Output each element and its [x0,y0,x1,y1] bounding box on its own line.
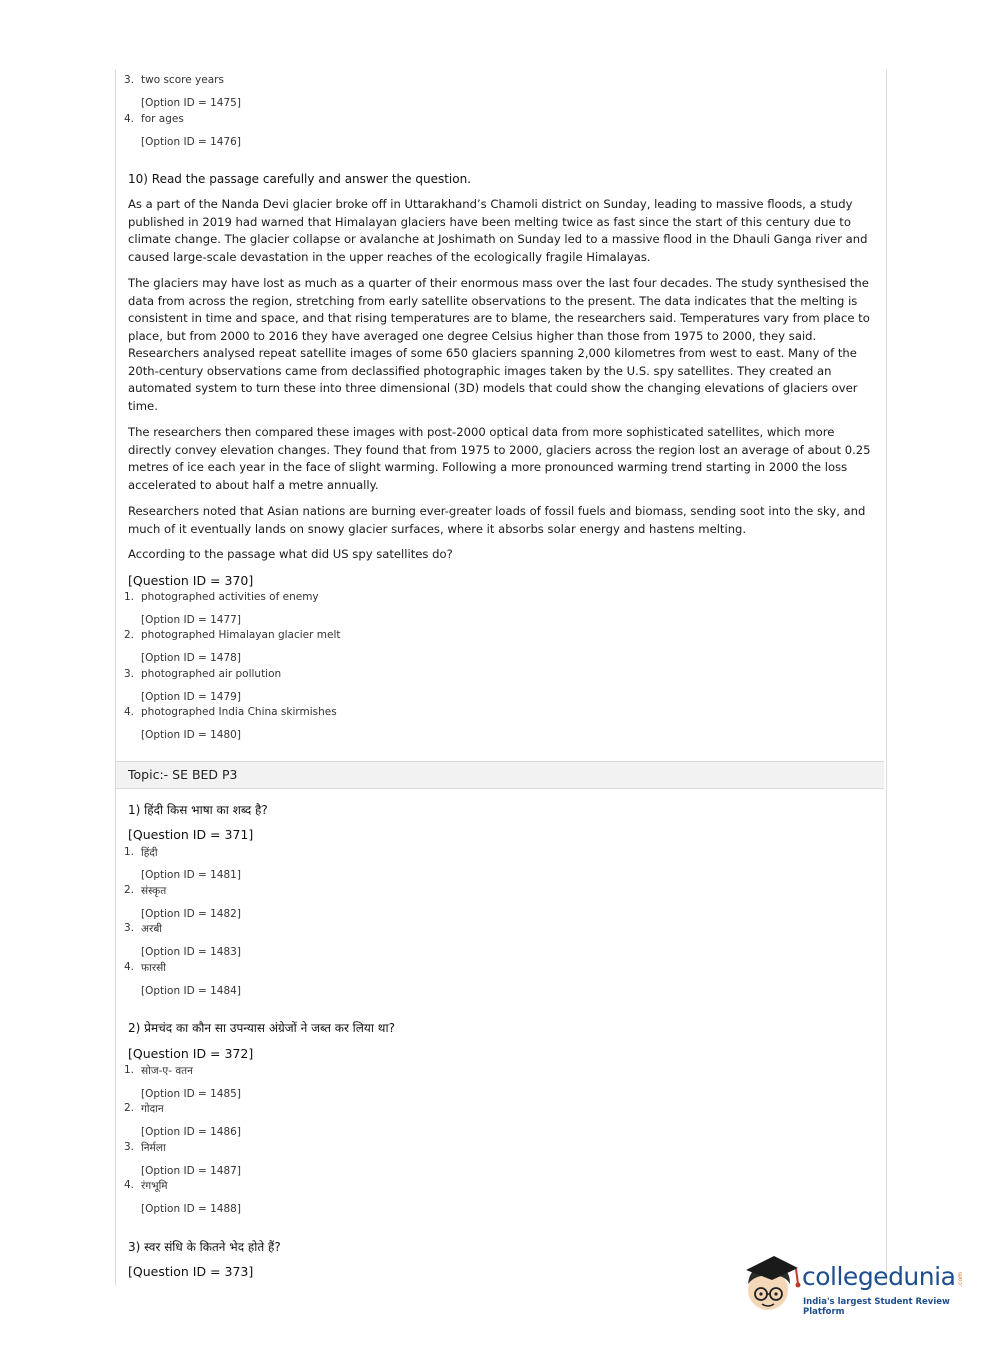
option-text: रंगभूमि [141,1180,168,1192]
option-id: [Option ID = 1476] [141,136,241,148]
option-number: 3. [124,922,135,934]
passage-paragraph: The glaciers may have lost as much as a quarter of their enormous mass over the last four decades. The study synthesised the data from across the region, stretching from early satellite observations to the present. The data indicates that the melting is consistent in time and space, and that rising temperatures are to blame, the researchers said. Temperatures vary from place to place, but from 2000 to 2016 they have averaged one degree Celsius higher than those from 1975 to 2000, they said. Researchers analysed repeat satellite images of some 650 glaciers spanning 2,000 kilometres from west to east. Many of the 20th-century observations came from declassified photographic images taken by the U.S. spy satellites. They created an automated system to turn these into three dimensional (3D) models that could show the changing elevations of glaciers over time. [128,276,870,413]
option-id: [Option ID = 1480] [141,729,241,741]
option-number: 1. [124,1064,135,1076]
question-id: [Question ID = 373] [128,1264,254,1279]
option-text: photographed activities of enemy [141,591,319,603]
question-id: [Question ID = 372] [128,1046,254,1061]
option-text: फारसी [141,962,166,974]
passage-paragraph: As a part of the Nanda Devi glacier broke off in Uttarakhand’s Chamoli district on Sunday, leading to massive floods, a study published in 2019 had warned that Himalayan glaciers have been melting twice as fast since the start of this century due to climate change. The glacier collapse or avalanche at Joshimath on Sunday led to a massive flood in the Dhauli Ganga river and caused large-scale devastation in the upper reaches of the ecologically fragile Himalayas. [128,197,868,264]
question-id: [Question ID = 370] [128,573,254,588]
option-id: [Option ID = 1481] [141,869,241,881]
question-heading: 3) स्वर संधि के कितने भेद होते हैं? [128,1240,281,1254]
topic-bar [116,761,884,789]
option-id: [Option ID = 1479] [141,691,241,703]
logo-tagline: India's largest Student Review Platform [803,1297,950,1317]
passage-paragraph: Researchers noted that Asian nations are burning ever-greater loads of fossil fuels and biomass, sending soot into the sky, and much of it eventually lands on snowy glacier surfaces, where it absorbs solar energy and hastens melting. [128,504,866,536]
option-text: photographed air pollution [141,668,282,680]
option-number: 4. [124,113,135,125]
option-text: सोज-ए- वतन [141,1065,193,1077]
question-heading: 2) प्रेमचंद का कौन सा उपन्यास अंग्रेजों ने जब्त कर लिया था? [128,1021,395,1035]
option-id: [Option ID = 1488] [141,1203,241,1215]
mascot-icon [740,1250,804,1318]
option-text: अरबी [141,923,163,935]
option-number: 3. [124,74,135,86]
passage-paragraph: The researchers then compared these images with post-2000 optical data from more sophisticated satellites, which more directly convey elevation changes. They found that from 1975 to 2000, glaciers across the region lost an average of about 0.25 metres of ice each year in the face of slight warming. Following a more pronounced warming trend starting in 2000 the loss accelerated to about half a metre annually. [128,425,871,492]
option-number: 2. [124,884,135,896]
question-id: [Question ID = 371] [128,827,254,842]
question-heading: 10) Read the passage carefully and answer the question. [128,172,472,186]
option-text: photographed Himalayan glacier melt [141,629,341,641]
logo-suffix: .com [957,1272,964,1287]
option-id: [Option ID = 1478] [141,652,241,664]
option-id: [Option ID = 1482] [141,908,241,920]
option-id: [Option ID = 1475] [141,97,241,109]
option-text: photographed India China skirmishes [141,706,337,718]
option-number: 3. [124,668,135,680]
option-id: [Option ID = 1486] [141,1126,241,1138]
option-number: 2. [124,629,135,641]
collegedunia-logo[interactable] [740,1250,970,1318]
option-id: [Option ID = 1477] [141,614,241,626]
question-text: According to the passage what did US spy satellites do? [128,547,453,561]
option-number: 4. [124,1179,135,1191]
option-text: हिंदी [141,847,158,859]
option-number: 4. [124,706,135,718]
option-id: [Option ID = 1484] [141,985,241,997]
option-number: 4. [124,961,135,973]
option-number: 1. [124,591,135,603]
option-text: गोदान [141,1103,164,1115]
option-text: two score years [141,74,224,86]
option-number: 2. [124,1102,135,1114]
option-id: [Option ID = 1487] [141,1165,241,1177]
option-text: निर्मला [141,1142,166,1154]
option-number: 3. [124,1141,135,1153]
option-number: 1. [124,846,135,858]
option-text: for ages [141,113,184,125]
option-id: [Option ID = 1483] [141,946,241,958]
logo-wordmark: collegedunia [802,1262,956,1291]
topic-label: Topic:- SE BED P3 [128,767,238,782]
option-id: [Option ID = 1485] [141,1088,241,1100]
question-heading: 1) हिंदी किस भाषा का शब्द है? [128,803,268,817]
option-text: संस्कृत [141,885,167,897]
